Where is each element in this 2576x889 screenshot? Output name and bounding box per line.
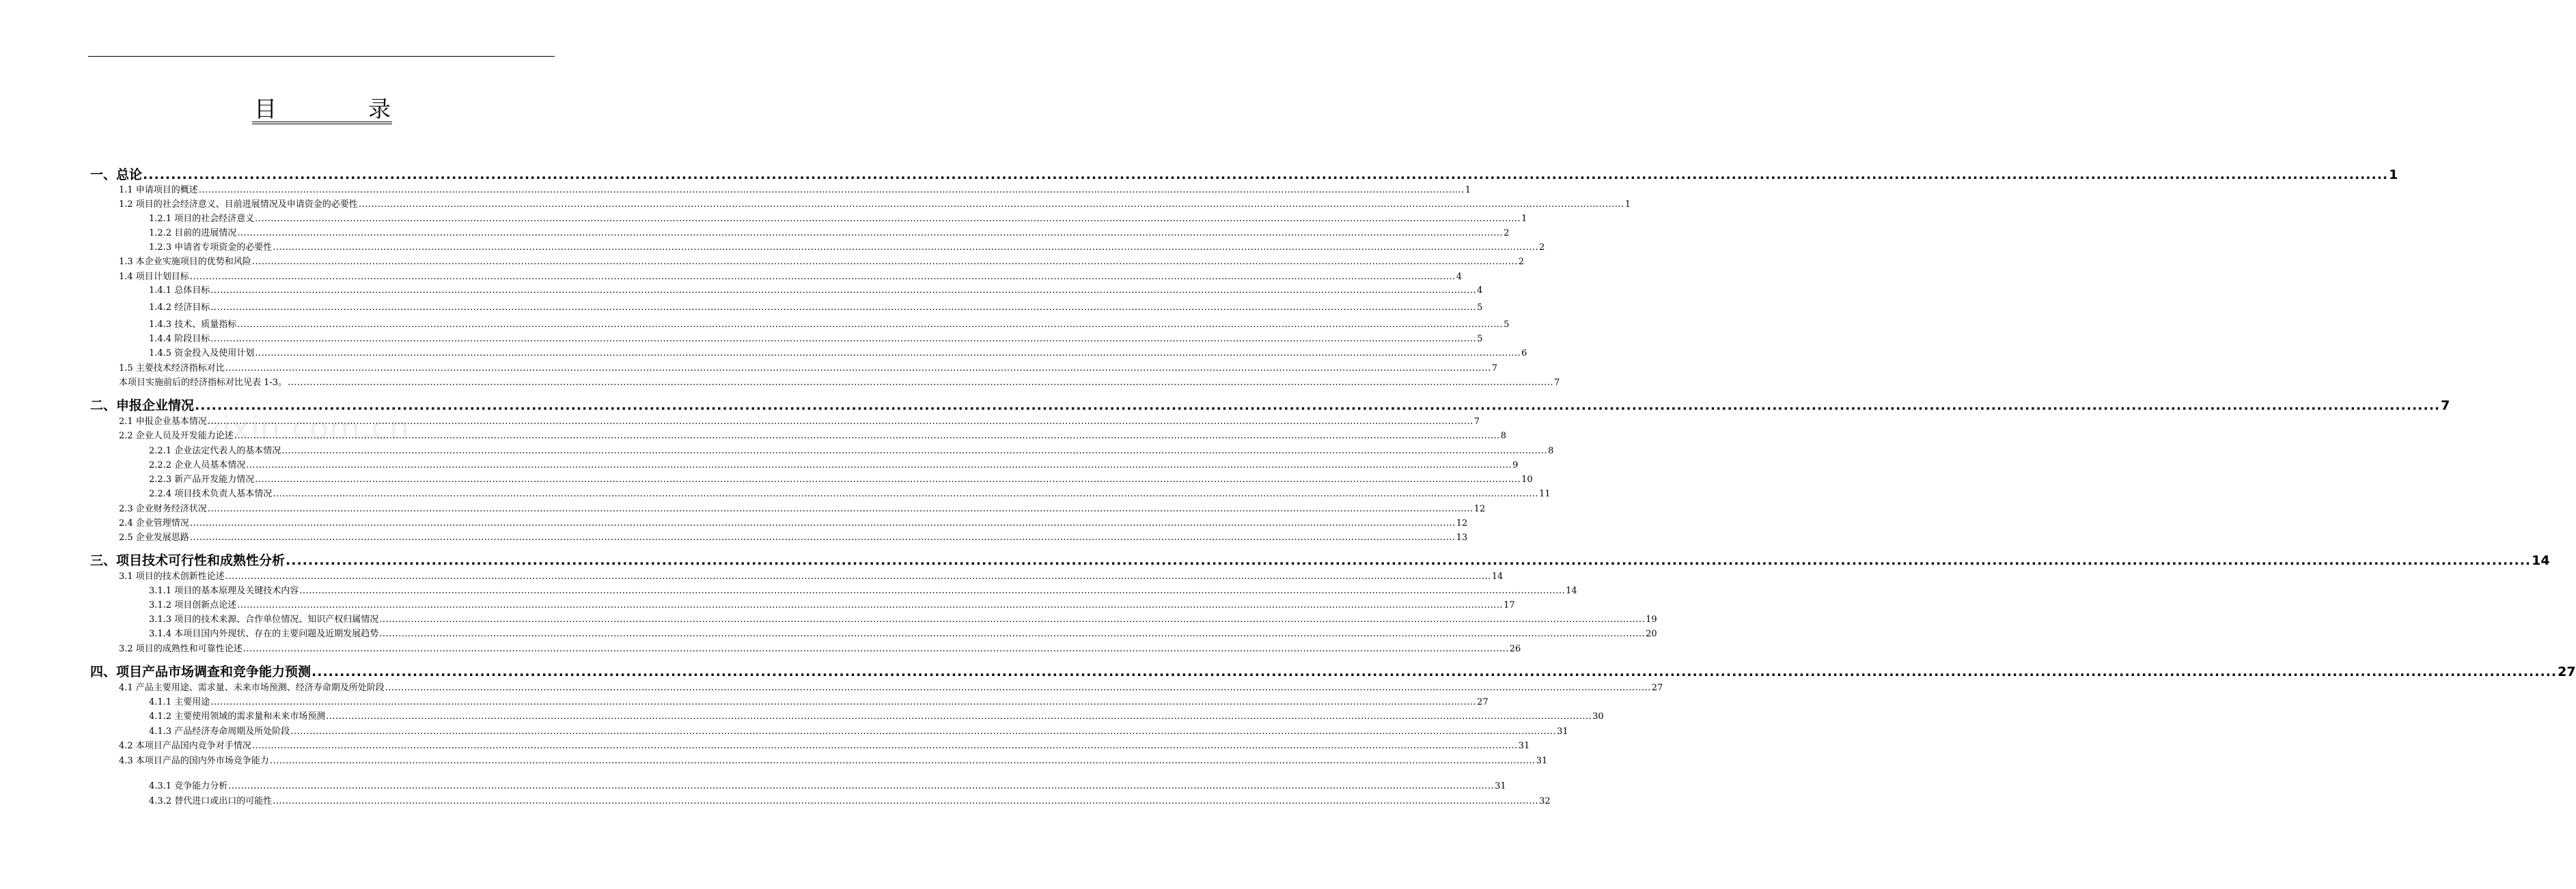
toc-entry-title: 2.2 企业人员及开发能力论述 [119,431,234,441]
toc-page-number: 32 [1539,796,1551,806]
toc-entry-title: 3.1 项目的技术创新性论述 [119,572,225,582]
toc-entry-title: 1.1 申请项目的概述 [119,185,198,195]
toc-entry-title: 2.5 企业发展思路 [119,533,189,543]
toc-entry-title: 四、项目产品市场调查和竞争能力预测 [90,664,311,679]
toc-leader-dots: ................................................................................................................................................................................................................................................................................................................................................................................................................ [286,553,2532,568]
toc-entry-title: 4.1.3 产品经济寿命周期及所处阶段 [149,726,290,737]
toc-leader-dots: ................................................................................................................................................................................................................................................................................................................................................................................................................ [189,518,1456,528]
toc-leader-dots: ................................................................................................................................................................................................................................................................................................................................................................................................................ [195,398,2441,413]
toc-leader-dots: ................................................................................................................................................................................................................................................................................................................................................................................................................ [273,489,1539,499]
toc-page-number: 10 [1521,475,1533,485]
toc-page-number: 1 [2389,167,2398,182]
toc-entry[interactable] [149,612,1657,625]
toc-entry[interactable] [119,269,1463,282]
toc-leader-dots: ................................................................................................................................................................................................................................................................................................................................................................................................................ [246,460,1512,470]
toc-page-number: 8 [1548,446,1554,456]
toc-page-number: 27 [2558,664,2576,679]
toc-entry-title: 3.1.3 项目的技术来源、合作单位情况、知识产权归属情况 [149,615,379,625]
toc-entry-title: 4.2 本项目产品国内竞争对手情况 [119,741,251,751]
toc-entry[interactable] [119,501,1486,514]
toc-leader-dots: ................................................................................................................................................................................................................................................................................................................................................................................................................ [207,504,1473,514]
toc-page-number: 11 [1539,489,1551,499]
toc-entry-title: 2.1 申报企业基本情况 [119,417,207,427]
toc-entry[interactable] [119,530,1468,543]
toc-entry-title: 2.4 企业管理情况 [119,518,189,528]
toc-leader-dots: ................................................................................................................................................................................................................................................................................................................................................................................................................ [237,320,1504,330]
toc-leader-dots: ................................................................................................................................................................................................................................................................................................................................................................................................................ [255,475,1521,485]
toc-entry-title: 1.4.5 资金投入及使用计划 [149,348,255,358]
toc-entry[interactable] [149,793,1551,806]
toc-page-number: 2 [1539,242,1545,253]
toc-entry-title: 1.2.3 申请省专项资金的必要性 [149,242,273,253]
toc-leader-dots: ................................................................................................................................................................................................................................................................................................................................................................................................................ [198,185,1465,195]
toc-page-number: 5 [1477,334,1483,344]
toc-page-number: 7 [1554,378,1560,388]
toc-leader-dots: ................................................................................................................................................................................................................................................................................................................................................................................................................ [210,697,1477,707]
toc-page-number: 30 [1592,711,1604,722]
toc-entry-title: 4.1 产品主要用途、需求量、未来市场预测、经济寿命期及所处阶段 [119,683,385,693]
toc-leader-dots: ................................................................................................................................................................................................................................................................................................................................................................................................................ [243,644,1509,654]
toc-page-number: 14 [1491,572,1504,582]
toc-entry-title: 4.3.1 竞争能力分析 [149,781,228,791]
title-char-1: 目 [254,96,277,122]
toc-entry[interactable] [119,516,1468,528]
toc-entry[interactable] [119,254,1525,267]
toc-entry-title: 1.5 主要技术经济指标对比 [119,363,225,373]
toc-entry[interactable] [149,457,1519,470]
toc-page-number: 31 [1518,741,1530,751]
toc-entry-title: 1.4.4 阶段目标 [149,334,210,344]
toc-entry[interactable] [119,428,1507,441]
toc-leader-dots: ................................................................................................................................................................................................................................................................................................................................................................................................................ [237,228,1504,238]
toc-entry[interactable] [149,317,1510,330]
toc-page-number: 12 [1473,504,1486,514]
toc-entry-title: 4.1.2 主要使用领域的需求量和未来市场预测 [149,711,326,722]
toc-entry[interactable] [149,626,1657,639]
toc-page-number: 4 [1456,272,1463,282]
toc-entry-title: 一、总论 [90,167,143,182]
toc-leader-dots: ................................................................................................................................................................................................................................................................................................................................................................................................................ [251,741,1518,751]
toc-leader-dots: ................................................................................................................................................................................................................................................................................................................................................................................................................ [225,572,1491,582]
toc-entry-title: 4.3.2 替代进口或出口的可能性 [149,796,273,806]
header-rule [88,56,555,57]
toc-entry-title: 2.2.2 企业人员基本情况 [149,460,246,470]
toc-leader-dots: ................................................................................................................................................................................................................................................................................................................................................................................................................ [255,348,1521,358]
toc-entry[interactable] [119,375,1560,388]
toc-page-number: 6 [1521,348,1527,358]
toc-page-number: 7 [2441,398,2450,413]
toc-page-number: 27 [1477,697,1488,707]
toc-leader-dots: ................................................................................................................................................................................................................................................................................................................................................................................................................ [251,257,1518,267]
toc-entry[interactable] [149,694,1488,707]
toc-page-number: 17 [1504,600,1515,610]
toc-leader-dots: ................................................................................................................................................................................................................................................................................................................................................................................................................ [228,781,1495,791]
toc-leader-dots: ................................................................................................................................................................................................................................................................................................................................................................................................................ [189,533,1456,543]
toc-entry-title: 3.2 项目的成熟性和可靠性论述 [119,644,243,654]
toc-page-number: 31 [1536,756,1548,766]
toc-entry[interactable] [119,197,1631,210]
watermark: zixin.com.cn [205,410,411,447]
toc-entry[interactable] [149,583,1577,596]
toc-entry[interactable] [149,443,1554,456]
toc-entry-title: 1.4.3 技术、质量指标 [149,320,237,330]
toc-entry-title: 1.2.1 项目的社会经济意义 [149,214,255,224]
toc-leader-dots: ................................................................................................................................................................................................................................................................................................................................................................................................................ [234,431,1500,441]
toc-entry[interactable] [149,331,1483,344]
toc-entry[interactable] [149,225,1510,238]
toc-page-number: 7 [1473,417,1480,427]
toc-entry[interactable] [119,680,1663,693]
toc-entry-title: 2.3 企业财务经济状况 [119,504,207,514]
toc-page-number: 26 [1509,644,1521,654]
toc-leader-dots: ................................................................................................................................................................................................................................................................................................................................................................................................................ [143,167,2389,182]
toc-entry[interactable] [149,345,1527,358]
toc-page-number: 7 [1491,363,1498,373]
toc-entry[interactable] [90,395,2450,413]
toc-page-number: 1 [1465,185,1471,195]
toc-entry[interactable] [119,753,1548,766]
toc-leader-dots: ................................................................................................................................................................................................................................................................................................................................................................................................................ [189,272,1456,282]
toc-leader-dots: ................................................................................................................................................................................................................................................................................................................................................................................................................ [273,796,1539,806]
toc-page-number: 14 [1566,586,1577,596]
toc-entry-title: 2.2.1 企业法定代表人的基本情况 [149,446,281,456]
toc-entry[interactable] [119,182,1471,195]
toc-entry[interactable] [149,300,1483,313]
toc-entry-title: 4.3 本项目产品的国内外市场竞争能力 [119,756,269,766]
toc-page-number: 2 [1504,228,1510,238]
toc-entry[interactable] [149,724,1568,737]
toc-entry-title: 1.3 本企业实施项目的优势和风险 [119,257,251,267]
toc-page-number: 2 [1518,257,1525,267]
toc-entry-title: 1.4 项目计划目标 [119,272,189,282]
toc-page-number: 13 [1456,533,1468,543]
toc-page-number: 19 [1646,615,1657,625]
toc-entry[interactable] [119,641,1521,654]
toc-entry-title: 2.2.3 新产品开发能力情况 [149,475,255,485]
toc-leader-dots: ................................................................................................................................................................................................................................................................................................................................................................................................................ [379,629,1646,639]
toc-leader-dots: ................................................................................................................................................................................................................................................................................................................................................................................................................ [379,615,1646,625]
toc-entry[interactable] [90,550,2550,568]
toc-page-number: 14 [2532,553,2550,568]
toc-page-number: 1 [1624,199,1631,210]
toc-leader-dots: ................................................................................................................................................................................................................................................................................................................................................................................................................ [288,378,1554,388]
toc-entry-title: 1.2 项目的社会经济意义、目前进展情况及申请资金的必要性 [119,199,358,210]
toc-leader-dots: ................................................................................................................................................................................................................................................................................................................................................................................................................ [269,756,1536,766]
toc-leader-dots: ................................................................................................................................................................................................................................................................................................................................................................................................................ [237,600,1504,610]
toc-page-number: 20 [1646,629,1657,639]
toc-entry[interactable] [119,569,1504,582]
title-char-2: 录 [368,96,391,122]
toc-leader-dots: ................................................................................................................................................................................................................................................................................................................................................................................................................ [290,726,1557,737]
toc-entry[interactable] [119,361,1498,373]
toc-leader-dots: ................................................................................................................................................................................................................................................................................................................................................................................................................ [281,446,1548,456]
page-title [252,96,392,124]
toc-entry[interactable] [90,165,2398,182]
toc-leader-dots: ................................................................................................................................................................................................................................................................................................................................................................................................................ [210,285,1477,296]
toc-entry-title: 3.1.1 项目的基本原理及关键技术内容 [149,586,299,596]
toc-entry[interactable] [90,662,2576,679]
toc-entry[interactable] [119,738,1530,751]
toc-page-number: 27 [1651,683,1663,693]
toc-entry[interactable] [149,709,1604,722]
toc-entry[interactable] [149,240,1545,253]
toc-page-number: 31 [1495,781,1506,791]
toc-leader-dots: ................................................................................................................................................................................................................................................................................................................................................................................................................ [385,683,1651,693]
toc-leader-dots: ................................................................................................................................................................................................................................................................................................................................................................................................................ [255,214,1521,224]
toc-page-number: 9 [1512,460,1519,470]
toc-leader-dots: ................................................................................................................................................................................................................................................................................................................................................................................................................ [358,199,1624,210]
toc-page-number: 8 [1500,431,1507,441]
toc-entry[interactable] [149,472,1533,485]
toc-entry-title: 二、申报企业情况 [90,398,195,413]
toc-leader-dots: ................................................................................................................................................................................................................................................................................................................................................................................................................ [210,302,1477,313]
toc-page-number: 4 [1477,285,1483,296]
toc-entry[interactable] [149,211,1527,224]
toc-entry-title: 3.1.2 项目创新点论述 [149,600,237,610]
toc-entry-title: 三、项目技术可行性和成熟性分析 [90,553,286,568]
toc-leader-dots: ................................................................................................................................................................................................................................................................................................................................................................................................................ [207,417,1473,427]
toc-page-number: 1 [1521,214,1527,224]
toc-entry-title: 1.4.1 总体目标 [149,285,210,296]
toc-entry[interactable] [119,414,1480,427]
toc-entry[interactable] [149,283,1483,296]
toc-leader-dots: ................................................................................................................................................................................................................................................................................................................................................................................................................ [299,586,1566,596]
toc-entry-title: 1.4.2 经济目标 [149,302,210,313]
toc-entry-title: 2.2.4 项目技术负责人基本情况 [149,489,273,499]
toc-entry-title: 本项目实施前后的经济指标对比见表 1-3。 [119,378,288,388]
toc-page-number: 5 [1504,320,1510,330]
toc-leader-dots: ................................................................................................................................................................................................................................................................................................................................................................................................................ [326,711,1592,722]
toc-page-number: 12 [1456,518,1468,528]
toc-entry[interactable] [149,597,1515,610]
toc-leader-dots: ................................................................................................................................................................................................................................................................................................................................................................................................................ [311,664,2558,679]
toc-entry-title: 4.1.1 主要用途 [149,697,210,707]
toc-page-number: 5 [1477,302,1483,313]
toc-entry[interactable] [149,778,1506,791]
toc-leader-dots: ................................................................................................................................................................................................................................................................................................................................................................................................................ [273,242,1539,253]
toc-leader-dots: ................................................................................................................................................................................................................................................................................................................................................................................................................ [210,334,1477,344]
toc-entry-title: 1.2.2 目前的进展情况 [149,228,237,238]
toc-entry-title: 3.1.4 本项目国内外现状、存在的主要问题及近期发展趋势 [149,629,379,639]
toc-page-number: 31 [1557,726,1568,737]
toc-entry[interactable] [149,486,1551,499]
toc-leader-dots: ................................................................................................................................................................................................................................................................................................................................................................................................................ [225,363,1491,373]
